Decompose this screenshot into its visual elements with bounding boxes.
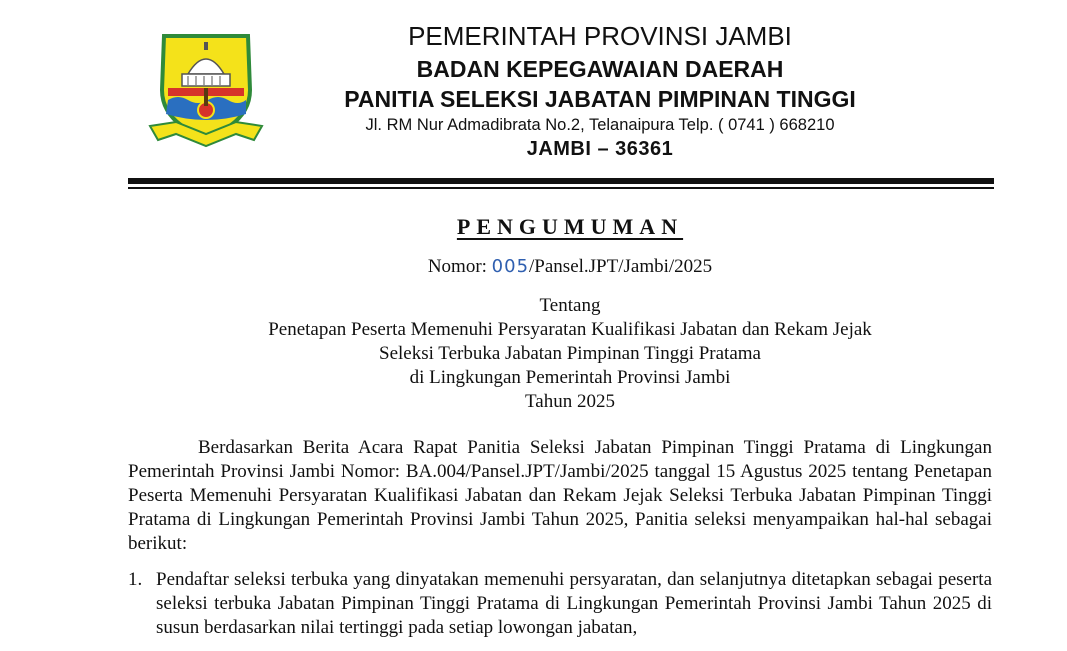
body-paragraph xyxy=(128,436,992,556)
letterhead-committee: PANITIA SELEKSI JABATAN PIMPINAN TINGGI xyxy=(344,86,856,112)
header-divider-thick xyxy=(128,178,994,184)
paragraph-1: Berdasarkan Berita Acara Rapat Panitia Seleksi Jabatan Pimpinan Tinggi Pratama di Lingkungan Pemerintah Provinsi Jambi Nomor: BA.004/Pansel.JPT/Jambi/2025 tanggal 15 Agustus 2025 tentang Penetapan Peserta Memenuhi Persyaratan Kualifikasi Jabatan dan Rekam Jejak Seleksi Terbuka Jabatan Pimpinan Tinggi Pratama di Lingkungan Pemerintah Provinsi Jambi Tahun 2025, Panitia seleksi menyampaikan hal-hal sebagai berikut: xyxy=(128,437,992,554)
list-item-text: Pendaftar seleksi terbuka yang dinyatakan memenuhi persyaratan, dan selanjutnya ditetapkan sebagai peserta seleksi terbuka Jabatan Pimpinan Tinggi Pratama di Lingkungan Pemerintah Provinsi Jambi Tahun 2025 di susun berdasarkan nilai tertinggi pada setiap lowongan jabatan, xyxy=(156,569,992,638)
numbered-list xyxy=(128,568,992,640)
emblem-icon xyxy=(146,30,266,152)
subject-line-1: Penetapan Peserta Memenuhi Persyaratan Kualifikasi Jabatan dan Rekam Jejak xyxy=(268,319,872,340)
subject-line-4: Tahun 2025 xyxy=(525,391,615,412)
list-item xyxy=(128,568,992,640)
jambi-province-emblem xyxy=(146,30,266,152)
header-divider-thin xyxy=(128,187,994,189)
document-subject xyxy=(160,294,980,414)
list-item-number: 1. xyxy=(128,569,143,590)
letterhead-address: Jl. RM Nur Admadibrata No.2, Telanaipura Telp. ( 0741 ) 668210 xyxy=(365,116,835,134)
nomor-prefix: Nomor: xyxy=(427,256,492,277)
letterhead-agency: BADAN KEPEGAWAIAN DAERAH xyxy=(416,56,784,82)
letterhead-government: PEMERINTAH PROVINSI JAMBI xyxy=(408,21,792,51)
nomor-suffix: /Pansel.JPT/Jambi/2025 xyxy=(529,256,713,277)
subject-line-2: Seleksi Terbuka Jabatan Pimpinan Tinggi Pratama xyxy=(379,343,761,364)
document-number xyxy=(160,256,980,278)
document-title: PENGUMUMAN xyxy=(456,214,684,239)
subject-line-3: di Lingkungan Pemerintah Provinsi Jambi xyxy=(409,367,731,388)
letterhead-city: JAMBI – 36361 xyxy=(526,138,674,160)
nomor-handwritten-number: 005 xyxy=(491,256,530,277)
tentang-label: Tentang xyxy=(539,295,601,316)
